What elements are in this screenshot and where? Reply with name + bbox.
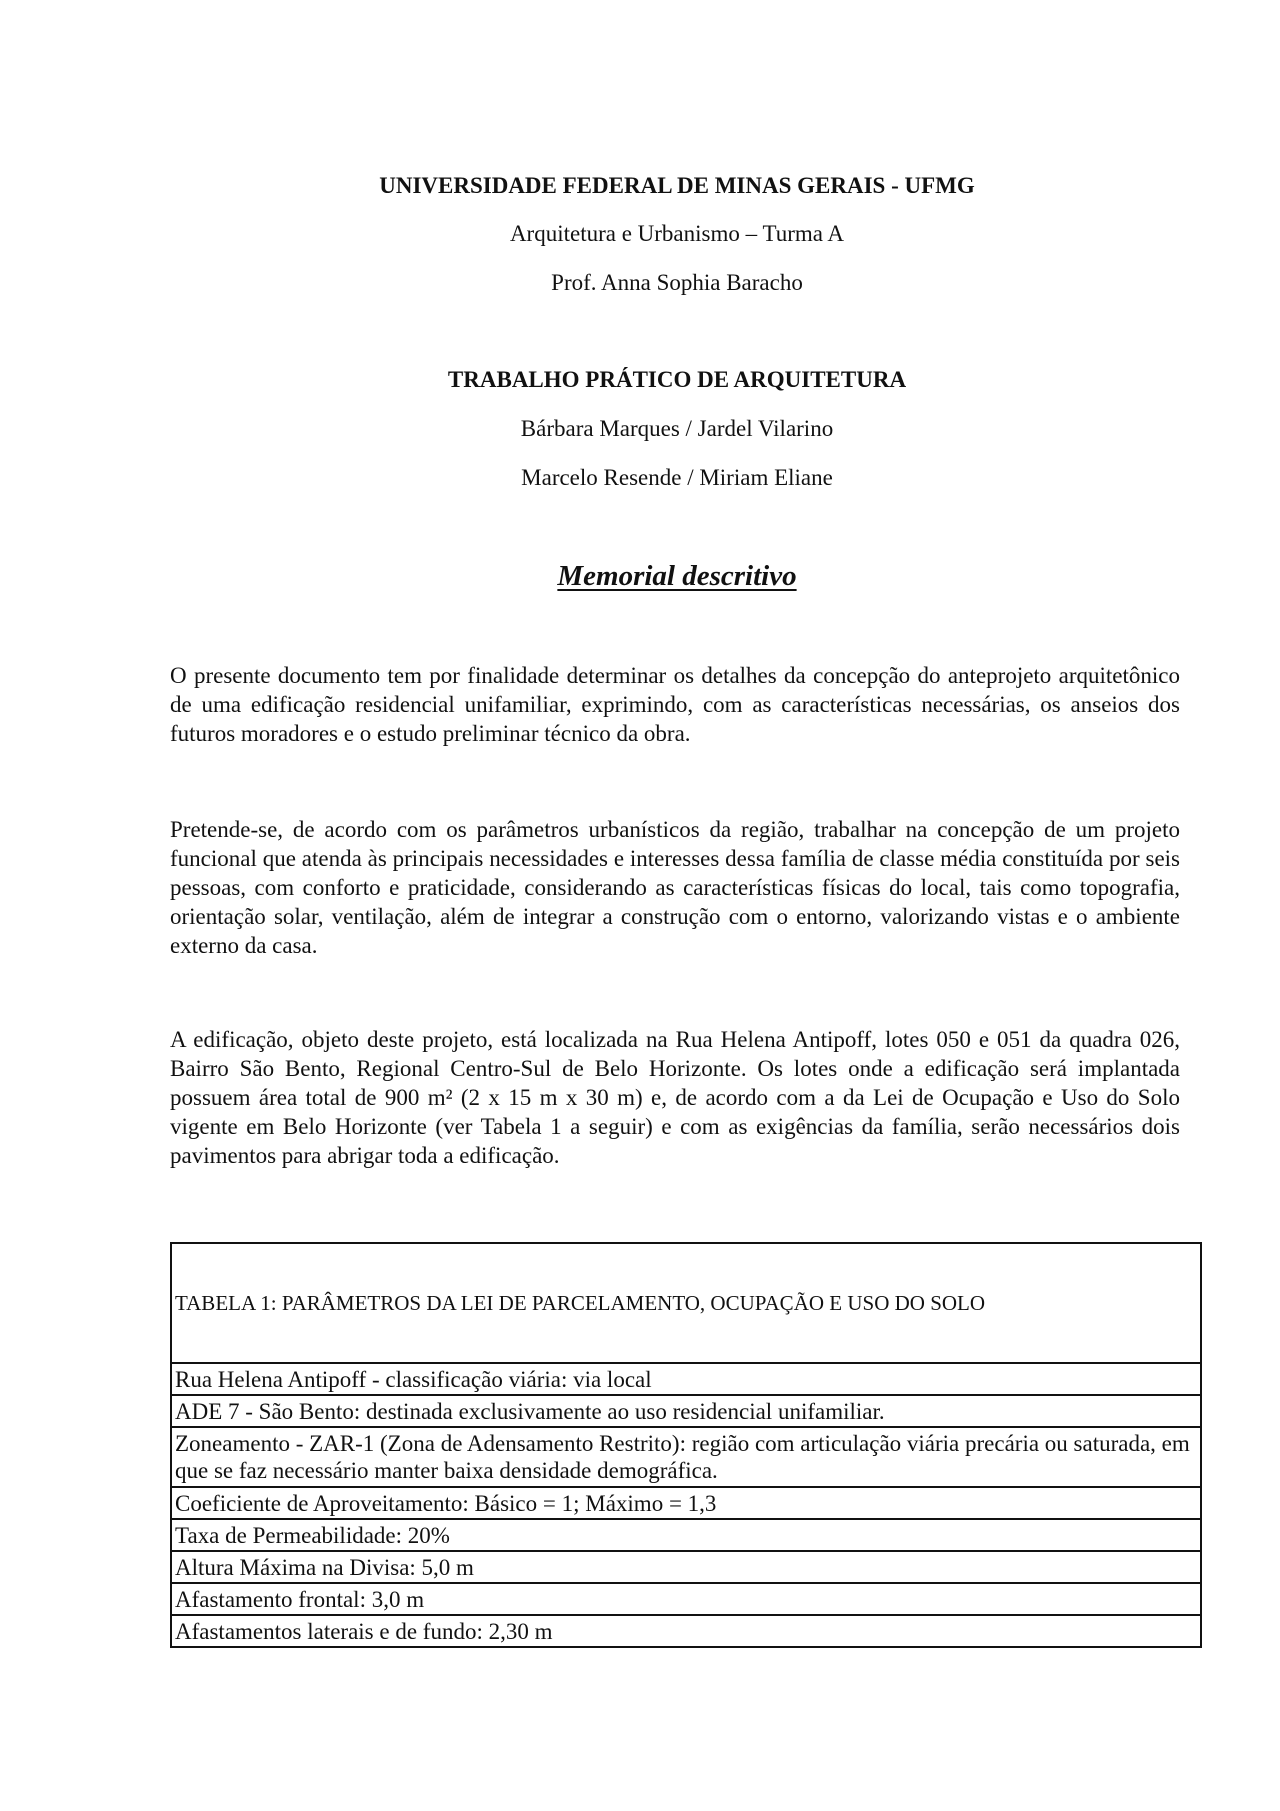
table-cell-street: Rua Helena Antipoff - classificação viária: via local [171,1363,1201,1395]
table-row [171,1615,1201,1647]
table-caption: TABELA 1: PARÂMETROS DA LEI DE PARCELAMENTO, OCUPAÇÃO E USO DO SOLO [171,1243,1201,1363]
table-cell-front-setback: Afastamento frontal: 3,0 m [171,1583,1201,1615]
authors-line-2: Marcelo Resende / Miriam Eliane [521,465,833,490]
table-cell-side-setback: Afastamentos laterais e de fundo: 2,30 m [171,1615,1201,1647]
table-caption-row [171,1243,1201,1363]
table-cell-coefficient: Coeficiente de Aproveitamento: Básico = 1; Máximo = 1,3 [171,1487,1201,1519]
paragraph-location: A edificação, objeto deste projeto, está localizada na Rua Helena Antipoff, lotes 050 e 051 da quadra 026, Bairro São Bento, Regional Centro-Sul de Belo Horizonte. Os lotes onde a edificação será implantada possuem área total de 900 m² (2 x 15 m x 30 m) e, de acordo com a da Lei de Ocupação e Uso do Solo vigente em Belo Horizonte (ver Tabela 1 a seguir) e com as exigências da família, serão necessários dois pavimentos para abrigar toda a edificação. [170,1027,1180,1168]
table-row [171,1427,1201,1487]
table-cell-ade: ADE 7 - São Bento: destinada exclusivamente ao uso residencial unifamiliar. [171,1395,1201,1427]
table-row [171,1363,1201,1395]
table-row [171,1551,1201,1583]
table-row [171,1583,1201,1615]
table-row [171,1487,1201,1519]
table-row [171,1395,1201,1427]
table-cell-max-height: Altura Máxima na Divisa: 5,0 m [171,1551,1201,1583]
work-title: TRABALHO PRÁTICO DE ARQUITETURA [447,367,907,392]
table-row [171,1519,1201,1551]
institution-heading: UNIVERSIDADE FEDERAL DE MINAS GERAIS - UFMG [379,173,975,198]
course-line: Arquitetura e Urbanismo – Turma A [509,221,845,246]
professor-line: Prof. Anna Sophia Baracho [551,270,803,295]
paragraph-intent: Pretende-se, de acordo com os parâmetros urbanísticos da região, trabalhar na concepção de um projeto funcional que atenda às principais necessidades e interesses dessa família de classe média constituída por seis pessoas, com conforto e praticidade, considerando as características físicas do local, tais como topografia, orientação solar, ventilação, além de integrar a construção com o entorno, valorizando vistas e o ambiente externo da casa. [170,817,1180,958]
authors-line-1: Bárbara Marques / Jardel Vilarino [520,416,834,441]
paragraph-purpose: O presente documento tem por finalidade determinar os detalhes da concepção do anteprojeto arquitetônico de uma edificação residencial unifamiliar, exprimindo, com as características necessárias, os anseios dos futuros moradores e o estudo preliminar técnico da obra. [170,663,1180,746]
table-cell-zoning: Zoneamento - ZAR-1 (Zona de Adensamento Restrito): região com articulação viária precária ou saturada, em que se faz necessário manter baixa densidade demográfica. [171,1427,1201,1487]
document-title: Memorial descritivo [557,560,797,592]
parameters-table [170,1242,1202,1648]
table-cell-permeability: Taxa de Permeabilidade: 20% [171,1519,1201,1551]
